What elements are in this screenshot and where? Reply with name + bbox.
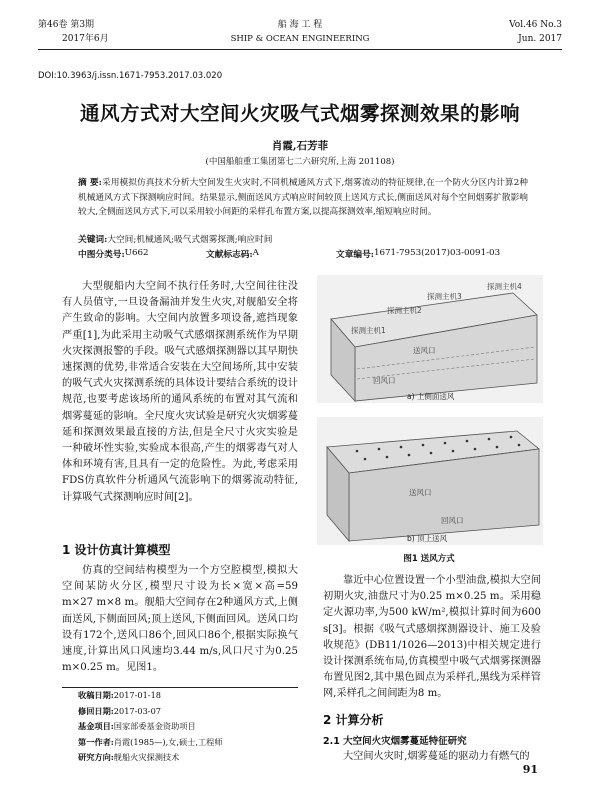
abstract — [78, 176, 528, 220]
abstract-text: 采用模拟仿真技术分析大空间发生火灾时,不同机械通风方式下,烟雾流动的特征规律,在一个防火分区内计算2种机械通风方式下探测响应时间。结果显示,侧面送风方式响应时间较顶上送风方式长,侧面送风对每个空间烟雾扩散影响较大,全侧面送风方式下,可以采用较小间距的采样孔布置方案,以提高探测效率,缩短响应时间。 — [78, 178, 528, 217]
fig-a-label-6: 回风口 — [373, 376, 396, 385]
figure-1-caption: 图1 送风方式 — [403, 554, 455, 564]
section-2-1-heading: 2.1 大空间火灾烟雾蔓延特征研究 — [323, 736, 467, 747]
figure-1a-panel — [317, 275, 543, 403]
doi: DOI:10.3963/j.issn.1671-7953.2017.03.020 — [38, 71, 223, 81]
footnote-meta — [78, 688, 223, 766]
header-rule — [38, 49, 562, 50]
figure-1b-panel — [317, 417, 543, 545]
section-1-heading: 1 设计仿真计算模型 — [62, 543, 171, 557]
keywords-text: 大空间;机械通风;吸气式烟雾探测;响应时间 — [107, 235, 273, 245]
fig-a-label-1: 探测主机4 — [487, 282, 522, 291]
abstract-label: 摘 要: — [78, 178, 102, 188]
header-date-cn: 2017年6月 — [62, 34, 109, 44]
page-number: 91 — [522, 763, 538, 776]
fig-b-label-2: 回风口 — [441, 516, 464, 525]
fig-b-label-1: 送风口 — [409, 488, 432, 497]
authors: 肖霞,石芳菲 — [271, 140, 329, 152]
smoke-spread-paragraph: 大空间火灾时,烟雾蔓延的驱动力有燃气的 — [343, 751, 530, 762]
figure-1b-model — [317, 417, 543, 545]
fig-a-label-4: 探测主机1 — [351, 326, 386, 335]
keywords — [78, 233, 272, 245]
left-column-intro — [62, 279, 298, 506]
header-vol-issue-cn: 第46卷 第3期 — [38, 20, 95, 30]
paper-title: 通风方式对大空间火灾吸气式烟雾探测效果的影响 — [79, 102, 520, 125]
affiliation: (中国船舶重工集团第七二六研究所,上海 201108) — [205, 157, 395, 167]
fig-a-label-3: 探测主机2 — [387, 306, 422, 315]
section-2-heading: 2 计算分析 — [323, 713, 384, 727]
meta-fund: 基金项目:国家部委基金资助项目 — [78, 721, 196, 732]
fire-source-paragraph: 靠近中心位置设置一个小型油盘,模拟大空间初期火灾,油盘尺寸为0.25 m×0.25 m。采用稳定火源功率,为500 kW/m²,模拟计算时间为600 s[3]。根据《吸气式感烟探测器设计、施工及验收规范》(DB11/1026—2013)中相关规定进行设计探测系统布局,仿真模型中吸气式烟雾探测器布置见图2,其中黑色圆点为采样孔,黑线为采样管网,采样孔之间间距为8 m。 — [323, 575, 541, 700]
class-code: U662 — [124, 248, 149, 258]
header-vol-issue-en: Vol.46 No.3 — [509, 20, 562, 30]
article-no: 1671-7953(2017)03-0091-03 — [373, 248, 501, 258]
header-journal-en: SHIP & OCEAN ENGINEERING — [230, 34, 370, 44]
doccode-label: 文献标志码: — [206, 250, 253, 260]
fig-a-sublabel: a) 上侧面送风 — [407, 392, 455, 401]
class-label: 中图分类号: — [78, 250, 125, 260]
article-label: 文章编号: — [336, 250, 374, 260]
right-column-text — [323, 573, 541, 703]
right-column-text-2 — [323, 749, 541, 765]
fig-b-sublabel: b) 顶上送风 — [407, 534, 448, 543]
figure-1 — [307, 275, 551, 570]
meta-author: 第一作者:肖霞(1985—),女,硕士,工程师 — [78, 736, 223, 747]
header-journal-cn: 船 海 工 程 — [277, 20, 323, 30]
doccode: A — [252, 248, 259, 258]
meta-research: 研究方向:舰船火灾探测技术 — [78, 752, 180, 763]
meta-revised: 修回日期:2017-03-07 — [78, 705, 161, 716]
left-column-model — [62, 563, 298, 676]
fig-a-label-2: 探测主机3 — [427, 292, 462, 301]
header-date-en: Jun. 2017 — [518, 34, 562, 44]
keywords-label: 关键词: — [78, 235, 108, 245]
meta-received: 收稿日期:2017-01-18 — [78, 690, 161, 700]
model-paragraph: 仿真的空间结构模型为一个方空腔模型,模拟大空间某防火分区,模型尺寸设为长×宽×高=59 m×27 m×8 m。舰船大空间存在2种通风方式,上侧面送风,下侧面回风;顶上送风,下侧面回风。送风口均设有172个,送风口86个,回风口86个,根据实际换气速度,计算出风口风速均3.44 m/s,风口尺寸为0.25 m×0.25 m。见图1。 — [62, 565, 298, 674]
fig-a-label-5: 送风口 — [413, 346, 436, 355]
intro-paragraph: 大型舰船内大空间不执行任务时,大空间往往没有人员值守,一旦设备漏油并发生火灾,对舰船安全将产生致命的影响。大空间内放置多项设备,遮挡现象严重[1],为此采用主动吸气式感烟探测系统作为早期火灾探测报警的手段。吸气式感烟探测器以其早期快速探测的优势,非常适合安装在大空间场所,其中安装的吸气式火灾探测系统的具体设计要结合系统的设计规范,也要考虑该场所的通风系统的布置对其气流和烟雾蔓延的影响。全尺度火灾试验是研究火灾烟雾蔓延和探测效果最直接的方法,但是全尺寸火灾实验是一种破坏性实验,实验成本很高,产生的烟雾毒气对人体和环境有害,且具有一定的危险性。为此,考虑采用FDS仿真软件分析通风气流影响下的烟雾流动特征,计算吸气式探测响应时间[2]。 — [62, 281, 298, 503]
